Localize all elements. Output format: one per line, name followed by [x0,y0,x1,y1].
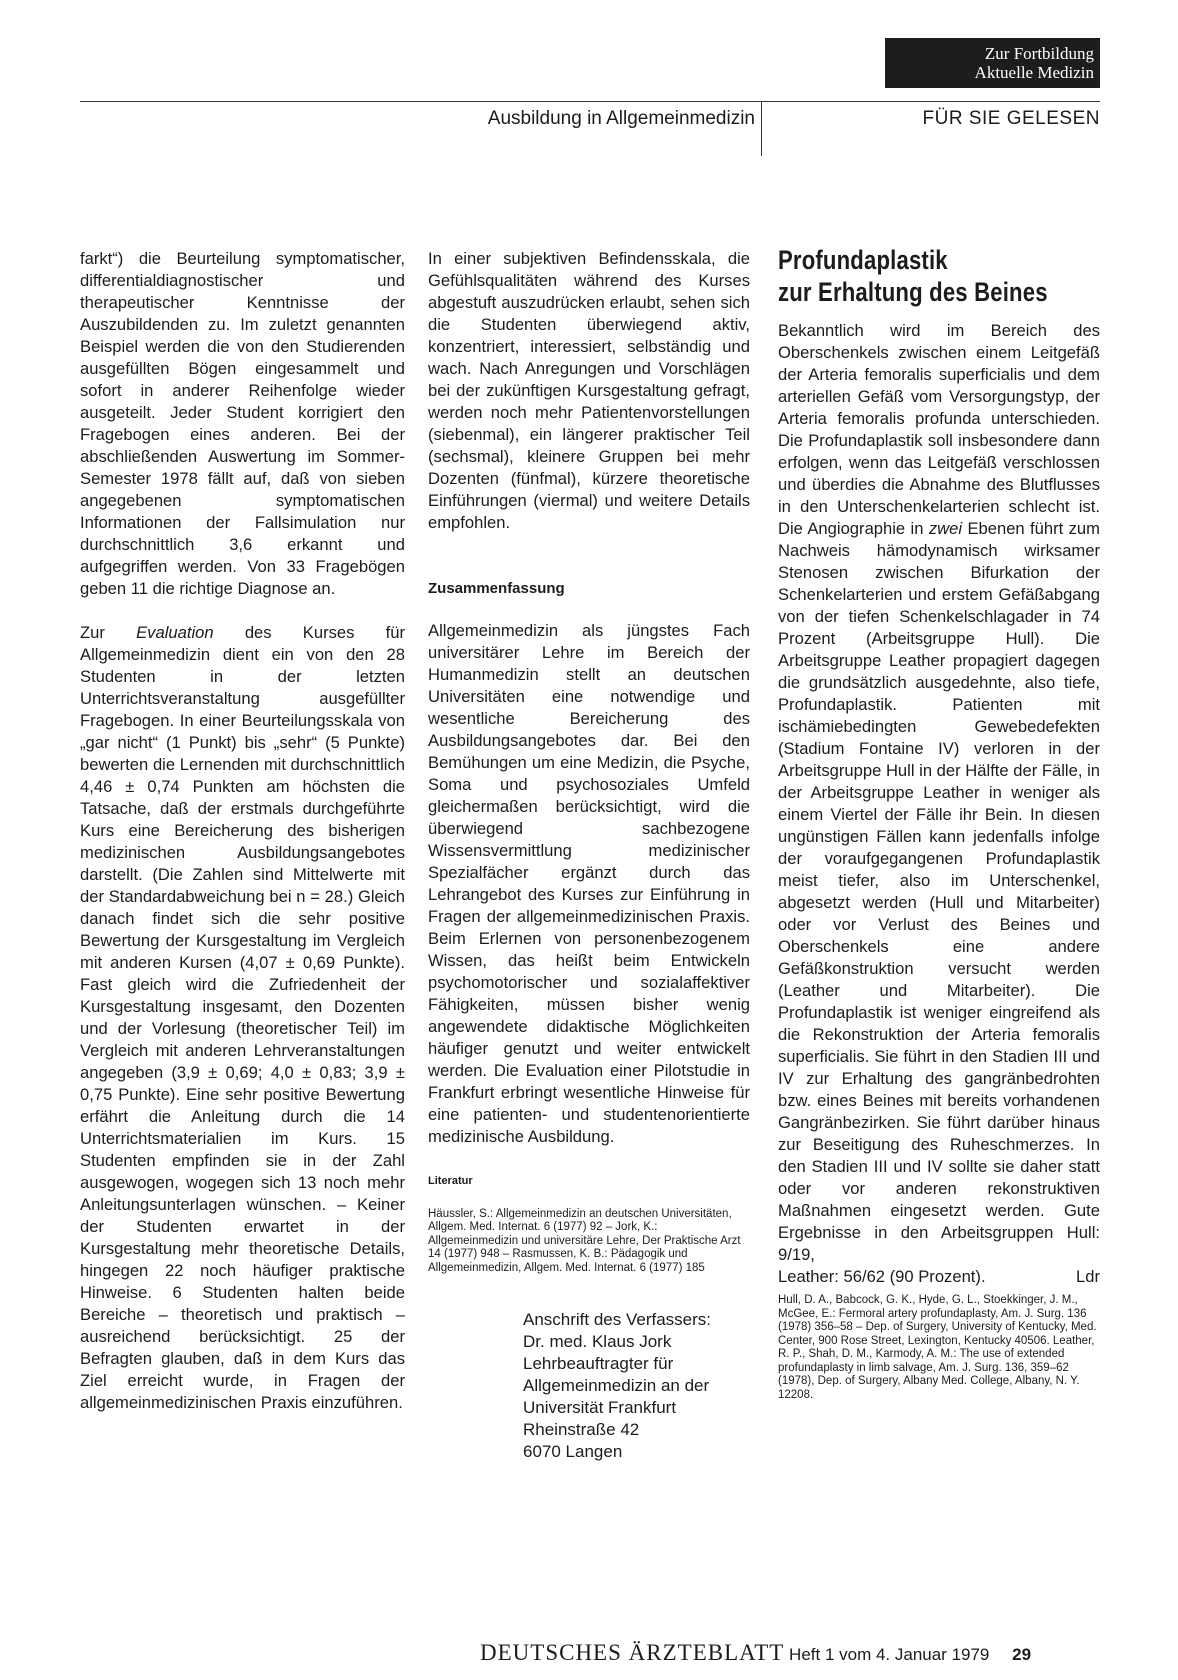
address-line: Lehrbeauftragter für [523,1354,674,1374]
page-footer [480,1640,1100,1666]
rubric-box [885,38,1100,88]
article-body [778,320,1100,1266]
article-body-emphasis: zwei [928,519,963,538]
address-line: Anschrift des Verfassers: [523,1310,712,1330]
address-line: Universität Frankfurt [523,1398,677,1418]
article-body-part-2: Ebenen führt zum Nachweis hämodynamisch wirksamer Stenosen zwischen Bifurkation der Schenkelarterien und erstem Gefäßabgang von der tiefen Schenkelschlagader in 74 Prozent (Arbeitsgruppe Hull). Die Arbeitsgruppe Leather propagiert dagegen die grundsätzlich ausgedehnte, also tiefe, Profundaplastik. Patienten mit ischämiebedingten Gewebedefekten (Stadium Fontaine IV) verloren in der Arbeitsgruppe Hull in der Hälfte der Fälle, in der Arbeitsgruppe Leather in weniger als einem Viertel der Fälle ihr Bein. In diesen ungünstigen Fällen kann jedenfalls infolge der voraufgegangenen Profundaplastik meist tiefer, also im Unterschenkel, abgesetzt werden (Hull und Mitarbeiter) oder vor Verlust des Beines und Oberschenkels eine andere Gefäßkonstruktion versucht werden (Leather und Mitarbeiter). Die Profundaplastik ist weniger eingreifend als die Rekonstruktion der Arteria femoralis superficialis. Sie führt in den Stadien III und IV zur Erhaltung des gangränbedrohten bzw. eines Beines mit bereits vorhandenen Gangränbezirken. Sie führt darüber hinaus zur Beseitigung des Ruheschmerzes. In den Stadien III und IV sollte sie daher statt oder vor anderen rekonstruktiven Maßnahmen eingesetzt werden. Gute Ergebnisse in den Arbeitsgruppen Hull: 9/19, [778,519,1100,1264]
literature-heading: Literatur [428,1175,473,1187]
col1-paragraph-2 [80,622,405,1414]
article-last-line: Leather: 56/62 (90 Prozent). [778,1267,986,1286]
rubric-line-1: Zur Fortbildung [984,44,1094,63]
author-address [523,1309,750,1463]
article-title [778,244,1098,308]
section-title-left: Ausbildung in Allgemeinmedizin [487,108,755,129]
column-2 [428,248,750,1463]
col1-p2-emphasis: Evaluation [136,623,214,642]
summary-text: Allgemeinmedizin als jüngstes Fach universitärer Lehre im Bereich der Humanmedizin stellt an deutschen Universitäten eine notwendige und wesentliche Bereicherung des Ausbildungsangebotes dar. Bei den Bemühungen um eine Medizin, die Psyche, Soma und psychosoziales Umfeld gleichermaßen berücksichtigt, wird die überwiegend sachbezogene Wissensvermittlung medizinischer Spezialfächer ergänzt durch das Lehrangebot des Kurses zur Einführung in Fragen der allgemeinmedizinischen Praxis. Beim Erlernen von personenbezogenem Wissen, das heißt beim Entwickeln psychomotorischer und sozialaffektiver Fähigkeiten, müssen bisher wenig angewendete didaktische Möglichkeiten häufiger genutzt und weiter entwickelt werden. Die Evaluation einer Pilotstudie in Frankfurt erbringt wesentliche Hinweise für eine patienten- und studentenorientierte medizinische Ausbildung. [428,621,750,1146]
header-divider [761,101,762,156]
article-references: Hull, D. A., Babcock, G. K., Hyde, G. L., Stoekkinger, J. M., McGee, E.: Fermoral artery profundaplasty, Am. J. Surg. 136 (1978) 356–58 – Dep. of Surgery, University of Kentucky, Med. Center, 900 Rose Street, Lexington, Kentucky 40506. Leather, R. P., Shah, D. M., Karmody, A. M.: The use of extended profundaplasty in limb salvage, Am. J. Surg. 136, 359–62 (1978), Dep. of Surgery, Albany Med. College, Albany, N. Y. 12208. [778,1294,1097,1401]
col1-paragraph-1: farkt“) die Beurteilung symptomatischer, differentialdiagnostischer und therapeutischer Kenntnisse der Auszubildenden zu. Im zuletzt genannten Beispiel werden die von den Studierenden ausgefüllten Bögen eingesammelt und sofort in anderer Reihenfolge wieder ausgeteilt. Jeder Student korrigiert den Fragebogen eines anderen. Bei der abschließenden Auswertung im Sommer-Semester 1978 fällt auf, daß von sieben angegebenen symptomatischen Informationen der Fallsimulation nur durchschnittlich 3,6 erkannt und aufgegriffen werden. Von 33 Fragebögen geben 11 die richtige Diagnose an. [80,249,405,598]
article-body-part-1: Bekanntlich wird im Bereich des Oberschenkels zwischen einem Leitgefäß der Arteria femoralis superficialis und dem arteriellen Gefäß vom Versorgungstyp, der Arteria femoralis profunda unterschieden. Die Profundaplastik soll insbesondere dann erfolgen, wenn das Leitgefäß verschlossen und überdies die Abnahme des Blutflusses in den Unterschenkelarterien schlecht ist. Die Angiographie in [778,321,1100,538]
journal-name: DEUTSCHES ÄRZTEBLATT [480,1640,785,1665]
article-title-line-1: Profundaplastik [778,245,948,275]
author-signature: Ldr [1076,1267,1100,1286]
col2-paragraph-1: In einer subjektiven Befindensskala, die Gefühlsqualitäten während des Kurses abgestuft auszudrücken erlaubt, sehen sich die Studenten überwiegend aktiv, konzentriert, interessiert, selbständig und wach. Nach Anregungen und Vorschlägen bei der zukünftigen Kursgestaltung gefragt, werden noch mehr Patientenvorstellungen (siebenmal), ein längerer praktischer Teil (sechsmal), kleinere Gruppen bei mehr Dozenten (fünfmal), kürzere theoretische Einführungen (viermal) und weitere Details empfohlen. [428,249,750,532]
article-title-line-2: zur Erhaltung des Beines [778,277,1048,307]
address-line: Allgemeinmedizin an der [523,1376,710,1396]
section-title-right: FÜR SIE GELESEN [922,108,1100,129]
column-1 [80,248,405,1414]
header-rule [80,101,1100,102]
address-line: Dr. med. Klaus Jork [523,1332,672,1352]
col1-p2-body: des Kurses für Allgemeinmedizin dient ein von den 28 Studenten in der letzten Unterrichtsveranstaltung ausgefüllter Fragebogen. In einer Beurteilungsskala von „gar nicht“ (1 Punkt) bis „sehr“ (5 Punkte) bewerten die Lernenden mit durchschnittlich 4,46 ± 0,74 Punkten am höchsten die Tatsache, daß der erstmals durchgeführte Kurs eine Bereicherung des bisherigen medizinischen Ausbildungsangebotes darstellt. (Die Zahlen sind Mittelwerte mit der Standardabweichung bei n = 28.) Gleich danach findet sich die sehr positive Bewertung der Kursgestaltung im Vergleich mit anderen Kursen (4,07 ± 0,69 Punkte). Fast gleich wird die Zufriedenheit der Kursgestaltung insgesamt, den Dozenten und der Vorlesung (theoretischer Teil) im Vergleich mit anderen Lehrveranstaltungen angegeben (3,9 ± 0,69; 4,0 ± 0,83; 3,9 ± 0,75 Punkte). Eine sehr positive Bewertung erfährt die Anleitung durch die 14 Unterrichtsmaterialien im Kurs. 15 Studenten empfinden sie in der Zahl ausgewogen, wogegen sich 13 noch mehr Anleitungsunterlagen wünschen. – Keiner der Studenten erwartet in der Kursgestaltung mehr theoretische Details, hingegen 22 noch häufiger praktische Hinweise. 6 Studenten halten beide Bereiche – theoretisch und praktisch – ausreichend berücksichtigt. 25 der Befragten glauben, daß in dem Kurs das Ziel erreicht wurde, in Fragen der allgemeinmedizinischen Praxis einzuführen. [80,623,405,1412]
article-closing-line [778,1266,1100,1288]
summary-heading: Zusammenfassung [428,580,565,597]
address-line: Rheinstraße 42 [523,1420,640,1440]
rubric-line-2: Aktuelle Medizin [974,63,1094,82]
page-number: 29 [1012,1645,1032,1664]
issue-info: Heft 1 vom 4. Januar 1979 [789,1645,990,1664]
address-line: 6070 Langen [523,1442,623,1462]
column-3 [778,245,1100,1402]
col1-p2-lead: Zur [80,623,137,642]
literature-text: Häussler, S.: Allgemeinmedizin an deutschen Universitäten, Allgem. Med. Internat. 6 (1977) 92 – Jork, K.: Allgemeinmedizin und universitäre Lehre, Der Praktische Arzt 14 (1977) 948 – Rasmussen, K. B.: Pädagogik und Allgemeinmedizin, Allgem. Med. Internat. 6 (1977) 185 [428,1208,741,1274]
